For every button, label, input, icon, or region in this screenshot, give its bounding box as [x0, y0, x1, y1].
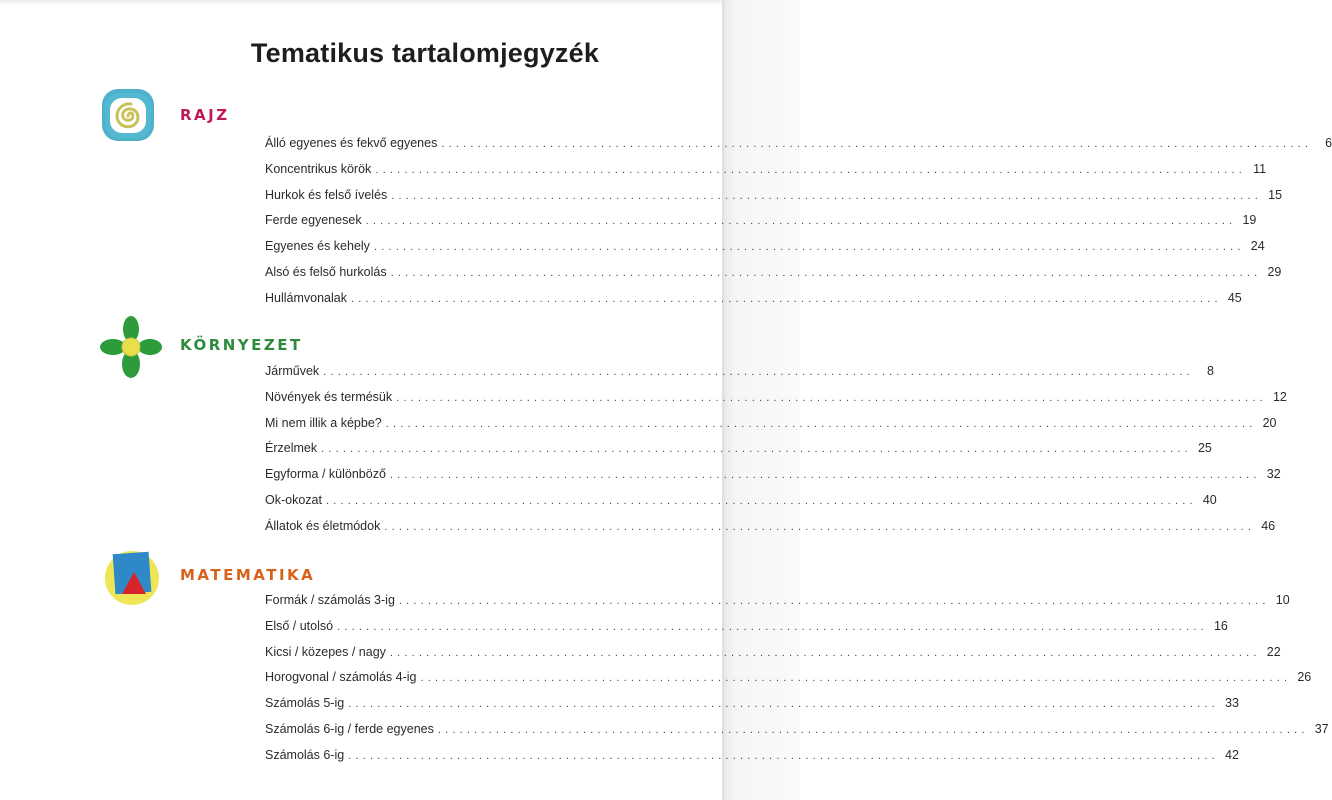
toc-entry-page-number: 25 — [1197, 441, 1212, 456]
dot-leader: ........................................................................................................................ — [348, 698, 1219, 711]
dot-leader: ........................................................................................................................ — [390, 267, 1262, 279]
dot-leader: ........................................................................................................................ — [321, 443, 1192, 456]
toc-entry — [265, 518, 1276, 537]
toc-entry-label: Egyenes és kehely — [265, 239, 370, 254]
toc-entry — [265, 187, 1283, 206]
dot-leader: ........................................................................................................................ — [375, 163, 1247, 176]
toc-entry-label: Formák / számolás 3-ig — [265, 593, 395, 607]
toc-entry — [265, 493, 1217, 511]
toc-entry-page-number: 11 — [1253, 161, 1267, 176]
dot-leader: ........................................................................................................................ — [325, 495, 1197, 507]
dot-leader: ........................................................................................................................ — [396, 391, 1267, 404]
dot-leader: ........................................................................................................................ — [441, 138, 1313, 150]
toc-entry — [265, 747, 1239, 766]
dot-leader: ........................................................................................................................ — [420, 672, 1292, 685]
dot-leader: ........................................................................................................................ — [385, 417, 1257, 430]
toc-entry — [265, 415, 1277, 434]
toc-entry-page-number: 29 — [1267, 265, 1282, 279]
toc-entry-page-number: 42 — [1225, 747, 1239, 762]
toc-entry-label: Járművek — [265, 364, 320, 378]
toc-entry-label: Érzelmek — [265, 441, 318, 456]
toc-entry-label: Alsó és felső hurkolás — [265, 265, 387, 279]
toc-entry-label: Növények és termésük — [265, 389, 393, 404]
toc-entry — [265, 290, 1242, 309]
page-title: Tematikus tartalomjegyzék — [250, 38, 600, 68]
toc-entry-label: Kicsi / közepes / nagy — [265, 644, 386, 659]
toc-entry-page-number: 16 — [1213, 618, 1228, 633]
toc-entry-page-number: 6 — [1325, 136, 1332, 150]
page-top-edge — [0, 0, 722, 6]
toc-entry-label: Ok-okozat — [265, 493, 322, 507]
toc-entry-label: Első / utolsó — [265, 618, 334, 633]
toc-entry-page-number: 32 — [1266, 467, 1281, 482]
toc-entry-label: Számolás 6-ig — [265, 747, 345, 762]
toc-entry — [265, 364, 1214, 382]
dot-leader: ........................................................................................................................ — [391, 189, 1263, 202]
dot-leader: ........................................................................................................................ — [350, 292, 1222, 305]
toc-entry-label: Állatok és életmódok — [265, 518, 381, 533]
spiral-icon — [98, 86, 160, 146]
toc-entry-page-number: 19 — [1242, 213, 1257, 228]
toc-entry-page-number: 45 — [1227, 290, 1242, 305]
section-name-kornyezet: KÖRNYEZET — [180, 336, 303, 354]
toc-entry-page-number: 37 — [1314, 722, 1329, 736]
dot-leader: ........................................................................................................................ — [437, 724, 1309, 736]
section-name-matematika: MATEMATIKA — [180, 566, 316, 584]
dot-leader: ........................................................................................................................ — [389, 469, 1261, 482]
toc-entry — [265, 136, 1332, 154]
dot-leader: ........................................................................................................................ — [365, 215, 1237, 228]
toc-entry-page-number: 10 — [1275, 593, 1290, 607]
toc-entry-label: Koncentrikus körök — [265, 161, 372, 176]
toc-entry — [265, 618, 1228, 637]
toc-entry-label: Hurkok és felső ívelés — [265, 187, 388, 202]
dot-leader: ........................................................................................................................ — [337, 620, 1208, 633]
toc-entry — [265, 644, 1281, 663]
dot-leader: ........................................................................................................................ — [348, 749, 1219, 762]
toc-entry — [265, 441, 1212, 459]
toc-entry-label: Számolás 6-ig / ferde egyenes — [265, 722, 434, 736]
toc-entry-label: Álló egyenes és fekvő egyenes — [265, 136, 438, 150]
toc-entry — [265, 593, 1290, 611]
toc-entry-label: Számolás 5-ig — [265, 696, 345, 711]
toc-entry — [265, 670, 1312, 688]
toc-entry-page-number: 15 — [1268, 187, 1283, 202]
toc-entry — [265, 161, 1267, 180]
dot-leader: ........................................................................................................................ — [389, 646, 1261, 659]
toc-entry-page-number: 26 — [1297, 670, 1312, 685]
toc-entry-label: Ferde egyenesek — [265, 213, 362, 228]
toc-entry — [265, 389, 1287, 408]
toc-entry-page-number: 8 — [1206, 364, 1214, 378]
toc-entry-label: Mi nem illik a képbe? — [265, 415, 382, 430]
dot-leader: ........................................................................................................................ — [384, 520, 1256, 533]
toc-entry — [265, 265, 1282, 283]
toc-entry — [265, 696, 1239, 714]
toc-entry-page-number: 33 — [1225, 696, 1239, 711]
toc-entry — [265, 467, 1281, 485]
dot-leader: ........................................................................................................................ — [373, 241, 1245, 254]
dot-leader: ........................................................................................................................ — [398, 595, 1270, 607]
toc-entry-page-number: 46 — [1261, 518, 1276, 533]
toc-entry-label: Horogvonal / számolás 4-ig — [265, 670, 417, 685]
toc-entry — [265, 213, 1257, 231]
toc-entry-page-number: 12 — [1272, 389, 1287, 404]
toc-entry-label: Egyforma / különböző — [265, 467, 386, 482]
toc-entry-page-number: 22 — [1266, 644, 1281, 659]
toc-entry — [265, 239, 1265, 257]
toc-entry-page-number: 40 — [1202, 493, 1217, 507]
dot-leader: ........................................................................................................................ — [323, 366, 1194, 378]
toc-entry-label: Hullámvonalak — [265, 290, 347, 305]
flower-icon — [100, 314, 162, 380]
shapes-icon — [100, 544, 164, 608]
toc-entry-page-number: 20 — [1262, 415, 1277, 430]
toc-entry — [265, 722, 1329, 740]
toc-entry-page-number: 24 — [1250, 239, 1265, 254]
section-name-rajz: RAJZ — [180, 106, 230, 124]
